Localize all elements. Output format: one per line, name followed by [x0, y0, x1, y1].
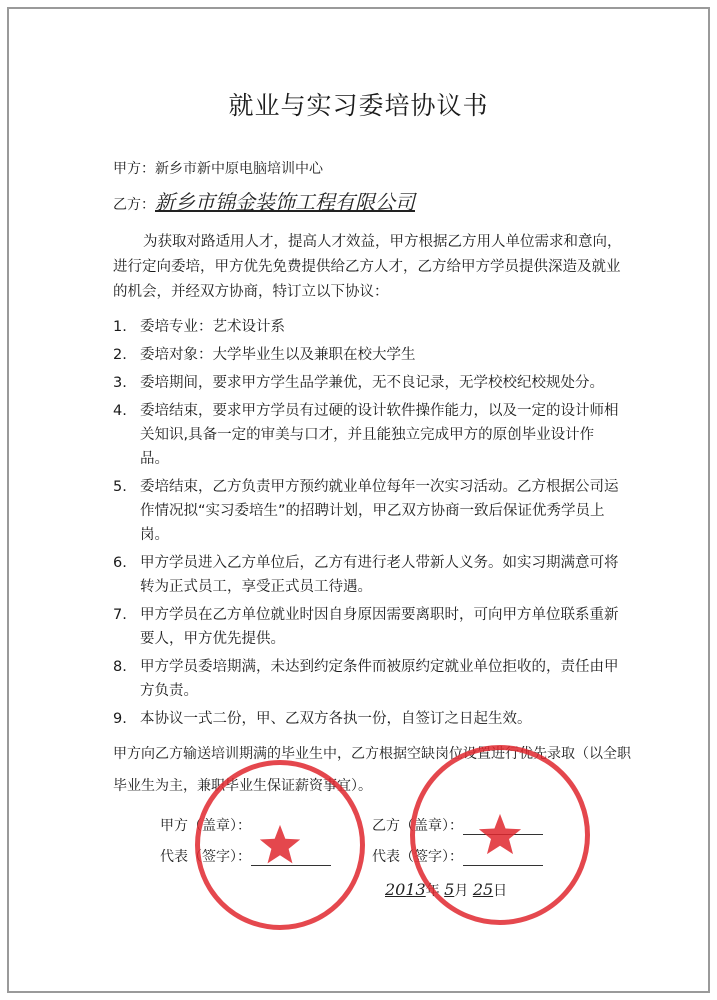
clause-number: 6. — [113, 555, 127, 571]
party-a — [113, 158, 323, 178]
clause-text: 甲方学员委培期满，未达到约定条件而被原约定就业单位拒收的，责任由甲方负责。 — [140, 659, 619, 699]
clause-item — [113, 707, 623, 731]
clause-number: 7. — [113, 607, 127, 623]
party-a-signature — [251, 847, 331, 866]
date-day: 25 — [472, 880, 494, 899]
party-a-rep-line — [160, 846, 331, 866]
party-a-seal-label: 甲方（盖章）： — [160, 818, 251, 834]
party-b-rep-label: 代表（签字）： — [372, 849, 463, 865]
clause-number: 2. — [113, 347, 127, 363]
clause-item — [113, 315, 623, 339]
clause-text: 甲方学员在乙方单位就业时因自身原因需要离职时，可向甲方单位联系重新要人，甲方优先提供。 — [140, 607, 619, 647]
party-a-rep-label: 代表（签字）： — [160, 849, 251, 865]
clause-item — [113, 603, 623, 651]
clause-number: 8. — [113, 659, 127, 675]
clause-number: 9. — [113, 711, 127, 727]
clause-item — [113, 343, 623, 367]
clause-number: 5. — [113, 479, 127, 495]
party-b-signature — [463, 847, 543, 866]
party-b-seal-line — [372, 815, 543, 835]
party-a-name: 新乡市新中原电脑培训中心 — [155, 161, 323, 177]
clause-text: 甲方学员进入乙方单位后，乙方有进行老人带新人义务。如实习期满意可将转为正式员工，享受正式员工待遇。 — [140, 555, 619, 595]
clause-text: 委培期间，要求甲方学生品学兼优，无不良记录，无学校校纪校规处分。 — [140, 375, 604, 391]
party-b-seal-label: 乙方（盖章）： — [372, 818, 463, 834]
party-a-label: 甲方： — [113, 161, 155, 177]
clause-item — [113, 551, 623, 599]
clause-list — [113, 315, 623, 735]
clause-number: 3. — [113, 375, 127, 391]
party-a-seal-line — [160, 815, 251, 835]
footer-paragraph: 甲方向乙方输送培训期满的毕业生中，乙方根据空缺岗位设置进行优先录取（以全职毕业生为主，兼职毕业生保证薪资事宜）。 — [113, 746, 631, 794]
date-year: 2013 — [385, 880, 426, 899]
clause-item — [113, 399, 623, 471]
party-b — [113, 186, 415, 215]
year-label: 年 — [425, 883, 440, 899]
document-title: 就业与实习委培协议书 — [228, 91, 489, 120]
day-label: 日 — [493, 883, 508, 899]
party-b-rep-line — [372, 846, 543, 866]
intro-paragraph: 为获取对路适用人才，提高人才效益，甲方根据乙方用人单位需求和意向，进行定向委培，甲方优先免费提供给乙方人才，乙方给甲方学员提供深造及就业的机会，并经双方协商，特订立以下协议： — [113, 234, 622, 300]
signing-date — [385, 880, 507, 900]
clause-number: 4. — [113, 403, 127, 419]
party-b-label: 乙方： — [113, 197, 155, 213]
clause-text: 委培结束，乙方负责甲方预约就业单位每年一次实习活动。乙方根据公司运作情况拟“实习委培生”的招聘计划，甲乙双方协商一致后保证优秀学员上岗。 — [140, 479, 619, 543]
party-b-handwritten-name: 新乡市锦金装饰工程有限公司 — [155, 190, 415, 214]
clause-text: 本协议一式二份，甲、乙双方各执一份，自签订之日起生效。 — [140, 711, 532, 727]
clause-text: 委培对象：大学毕业生以及兼职在校大学生 — [140, 347, 416, 363]
date-month: 5 — [444, 880, 455, 899]
party-b-seal-blank — [463, 816, 543, 835]
month-label: 月 — [454, 883, 469, 899]
clause-item — [113, 475, 623, 547]
clause-item — [113, 655, 623, 703]
clause-item — [113, 371, 623, 395]
clause-number: 1. — [113, 319, 127, 335]
clause-text: 委培结束，要求甲方学员有过硬的设计软件操作能力，以及一定的设计师相关知识,具备一定的审美与口才，并且能独立完成甲方的原创毕业设计作品。 — [140, 403, 619, 467]
clause-text: 委培专业：艺术设计系 — [140, 319, 285, 335]
